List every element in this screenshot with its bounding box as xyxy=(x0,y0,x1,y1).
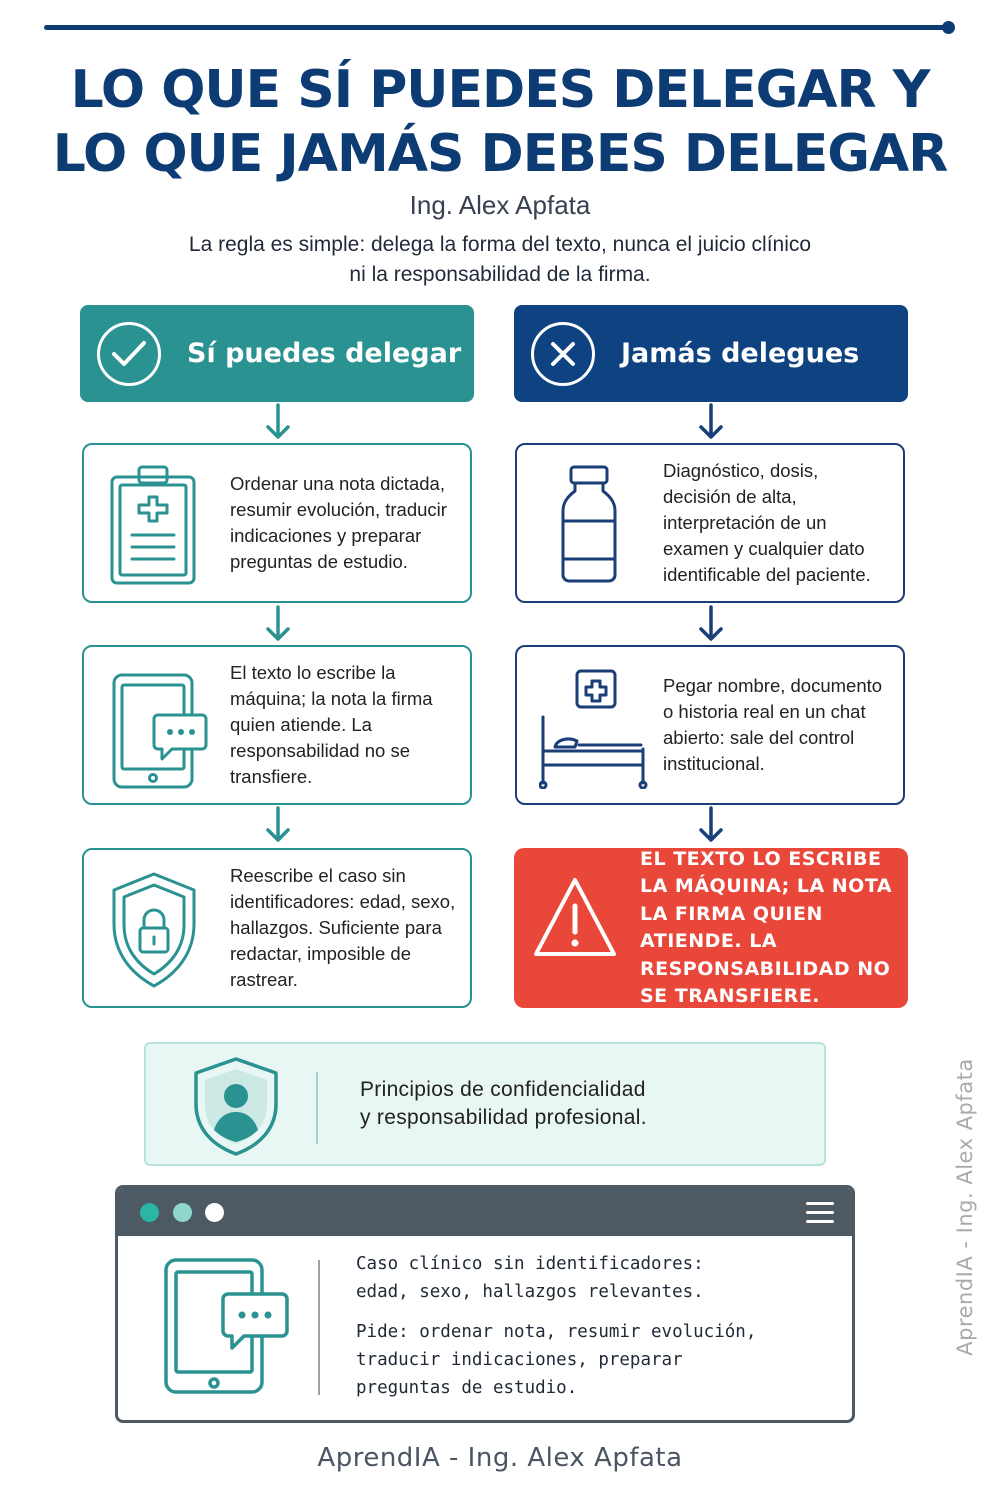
title-line-1: LO QUE SÍ PUEDES DELEGAR Y xyxy=(70,60,930,120)
window-title-bar xyxy=(118,1188,852,1236)
prompt-text xyxy=(356,1250,842,1414)
top-rule-dot xyxy=(942,21,955,34)
heading-jamas xyxy=(514,305,908,402)
shield-lock-icon xyxy=(106,868,216,992)
rule-line-1: La regla es simple: delega la forma del texto, nunca el juicio clínico xyxy=(188,233,812,256)
divider xyxy=(316,1072,318,1144)
footer-credit: AprendIA - Ing. Alex Apfata xyxy=(317,1443,683,1473)
prompt-window xyxy=(115,1185,855,1423)
medicine-bottle-icon xyxy=(539,463,649,587)
page-title xyxy=(0,58,1000,186)
arrow-down-icon xyxy=(263,806,293,846)
card-text: Reescribe el caso sin identificadores: edad, sexo, hallazgos. Suficiente para redactar, imposible de rastrear. xyxy=(230,865,456,990)
heading-si-puedes xyxy=(80,305,474,402)
window-dot-3 xyxy=(205,1203,224,1222)
prompt-line-4: traducir indicaciones, preparar xyxy=(356,1350,683,1370)
shield-person-icon xyxy=(190,1056,282,1156)
principles-text xyxy=(360,1044,647,1164)
heading-label: Jamás delegues xyxy=(621,338,860,369)
alert-text: EL TEXTO LO ESCRIBE LA MÁQUINA; LA NOTA LA FIRMA QUIEN ATIENDE. LA RESPONSABILIDAD NO SE TRANSFIERE. xyxy=(640,847,893,1007)
check-circle-icon xyxy=(97,322,161,386)
clipboard-medical-icon xyxy=(106,463,216,587)
card-pegar-nombre xyxy=(515,645,905,805)
x-circle-icon xyxy=(531,322,595,386)
card-diagnostico xyxy=(515,443,905,603)
prompt-line-1: Caso clínico sin identificadores: xyxy=(356,1254,704,1274)
card-text: Ordenar una nota dictada, resumir evolución, traducir indicaciones y preparar preguntas de estudio. xyxy=(230,473,447,572)
principles-line-2: y responsabilidad profesional. xyxy=(360,1106,647,1129)
rule-line-2: ni la responsabilidad de la firma. xyxy=(349,263,651,286)
tablet-chat-icon xyxy=(160,1256,290,1396)
arrow-down-icon xyxy=(263,605,293,645)
author: Ing. Alex Apfata xyxy=(409,190,591,220)
arrow-down-icon xyxy=(696,806,726,846)
card-alerta-responsabilidad xyxy=(514,848,908,1008)
card-reescribe-caso xyxy=(82,848,472,1008)
hospital-bed-icon xyxy=(539,665,649,789)
arrow-down-icon xyxy=(696,403,726,443)
tablet-chat-icon xyxy=(106,665,216,789)
card-text: Diagnóstico, dosis, decisión de alta, interpretación de un examen y cualquier dato identificable del paciente. xyxy=(663,460,871,585)
arrow-down-icon xyxy=(263,403,293,443)
prompt-line-2: edad, sexo, hallazgos relevantes. xyxy=(356,1282,704,1302)
card-texto-maquina xyxy=(82,645,472,805)
card-text: El texto lo escribe la máquina; la nota la firma quien atiende. La responsabilidad no se transfiere. xyxy=(230,662,433,787)
warning-triangle-icon xyxy=(532,872,618,982)
rule-text xyxy=(150,230,850,290)
principles-box xyxy=(144,1042,826,1166)
window-dot-2 xyxy=(173,1203,192,1222)
card-text: Pegar nombre, documento o historia real en un chat abierto: sale del control institucional. xyxy=(663,675,883,774)
hamburger-menu-icon[interactable] xyxy=(806,1202,834,1224)
prompt-line-5: preguntas de estudio. xyxy=(356,1378,578,1398)
window-dot-1 xyxy=(140,1203,159,1222)
heading-label: Sí puedes delegar xyxy=(187,338,462,369)
principles-line-1: Principios de confidencialidad xyxy=(360,1078,646,1101)
arrow-down-icon xyxy=(696,605,726,645)
vertical-watermark: AprendIA - Ing. Alex Apfata xyxy=(953,1058,977,1356)
top-rule xyxy=(44,25,950,30)
prompt-line-3: Pide: ordenar nota, resumir evolución, xyxy=(356,1322,757,1342)
card-ordenar-nota xyxy=(82,443,472,603)
divider xyxy=(318,1260,320,1395)
title-line-2: LO QUE JAMÁS DEBES DELEGAR xyxy=(52,124,948,184)
